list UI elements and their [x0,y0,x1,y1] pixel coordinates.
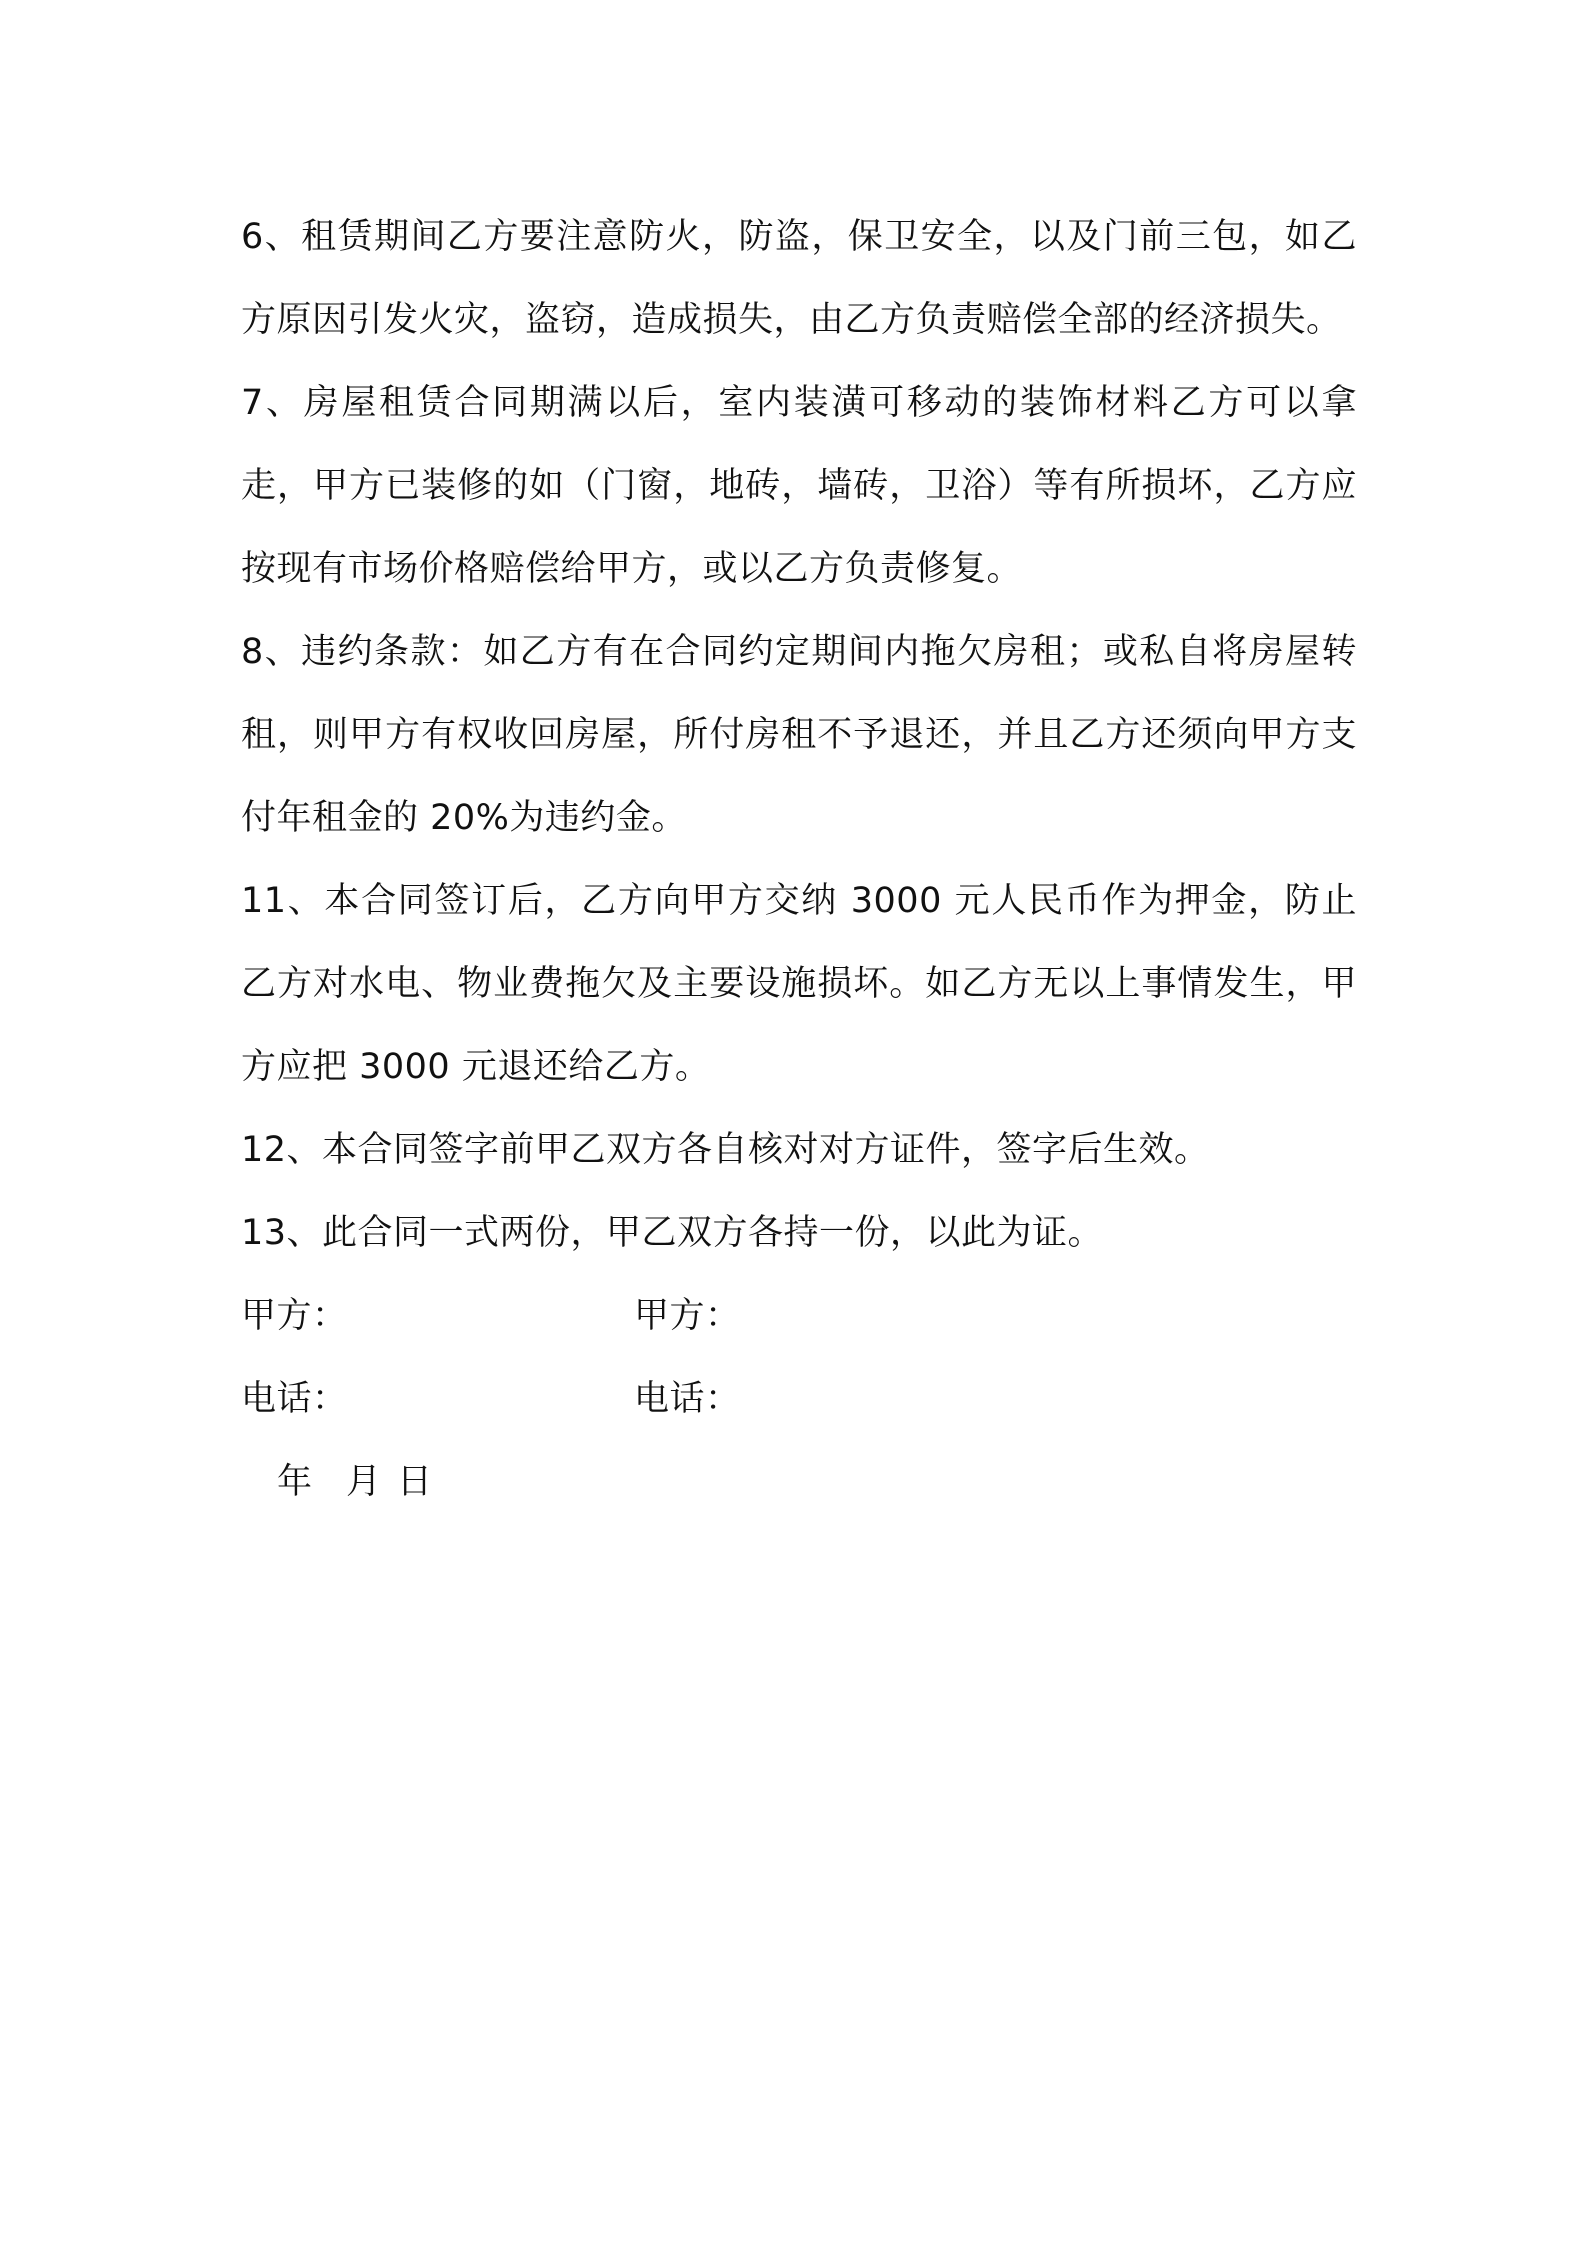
phone-a-label: 电话： [241,1379,348,1419]
phone-signature-row [241,1358,1357,1441]
date-year: 年 [277,1462,313,1502]
phone-b-label: 电话： [634,1379,741,1419]
clause-11: 11、本合同签订后，乙方向甲方交纳 3000 元人民币作为押金，防止乙方对水电、物业费拖欠及主要设施损坏。如乙方无以上事情发生，甲方应把 3000 元退还给乙方。 [241,881,1357,1087]
party-b-label: 甲方： [634,1296,741,1336]
date-month: 月 [346,1462,382,1502]
date-line [241,1441,1357,1524]
contract-body [241,196,1357,1524]
date-day: 日 [397,1462,433,1502]
clause-8: 8、违约条款：如乙方有在合同约定期间内拖欠房租；或私自将房屋转租，则甲方有权收回房屋，所付房租不予退还，并且乙方还须向甲方支付年租金的 20%为违约金。 [241,632,1357,838]
party-a-label: 甲方： [241,1296,348,1336]
clause-6: 6、租赁期间乙方要注意防火，防盗，保卫安全，以及门前三包，如乙方原因引发火灾，盗窃，造成损失，由乙方负责赔偿全部的经济损失。 [241,217,1357,340]
clause-13: 13、此合同一式两份，甲乙双方各持一份，以此为证。 [241,1213,1104,1253]
party-signature-row [241,1275,1357,1358]
clause-7: 7、房屋租赁合同期满以后，室内装潢可移动的装饰材料乙方可以拿走，甲方已装修的如（门窗，地砖，墙砖，卫浴）等有所损坏，乙方应按现有市场价格赔偿给甲方，或以乙方负责修复。 [241,383,1357,589]
clause-12: 12、本合同签字前甲乙双方各自核对对方证件，签字后生效。 [241,1130,1210,1170]
